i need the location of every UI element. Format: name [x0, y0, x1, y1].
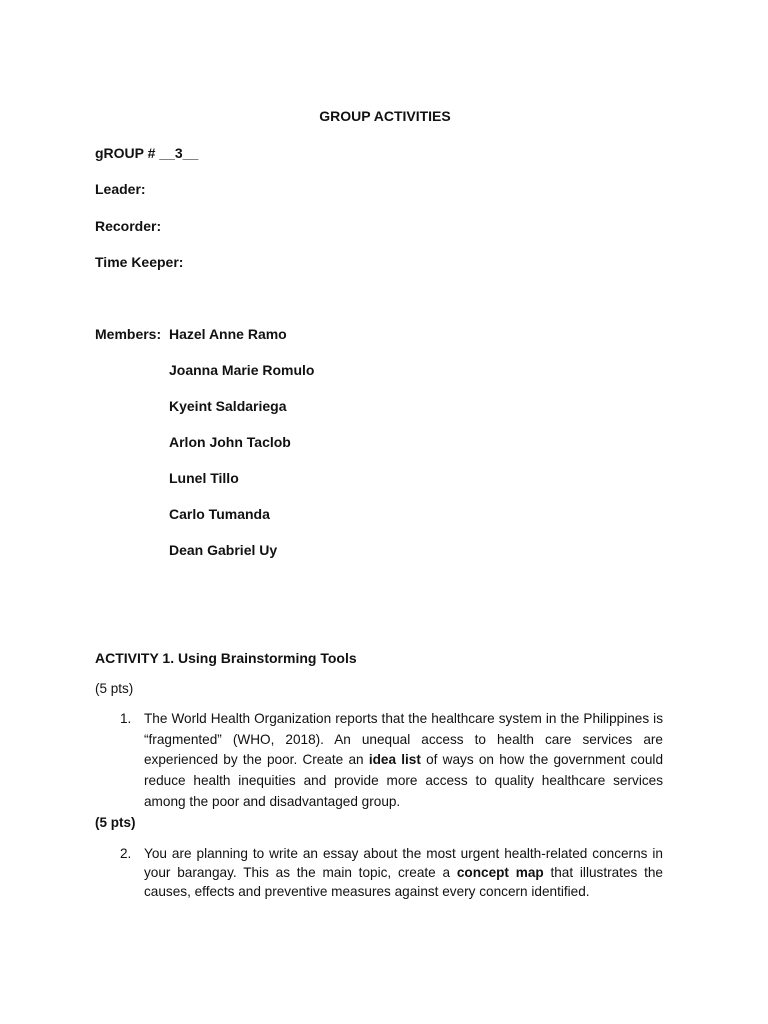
activity-heading: ACTIVITY 1. Using Brainstorming Tools — [95, 650, 357, 666]
page-title: GROUP ACTIVITIES — [319, 108, 451, 124]
item-emphasis: concept map — [456, 865, 544, 880]
item-text: The World Health Organization reports that the healthcare system in the Philippines is “fragmented” (WHO, 2018). An unequal access to health care services are experienced by the poor. Create an idea list of ways on how the government could reduce health inequities and provide more access to quality healthcare services among the poor and disadvantaged group. — [144, 711, 663, 809]
group-number: gROUP # __3__ — [95, 145, 199, 161]
member-name: Dean Gabriel Uy — [169, 542, 278, 558]
points-label: (5 pts) — [95, 681, 134, 696]
item-text: You are planning to write an essay about the most urgent health-related concerns in your barangay. This as the main topic, create a concept map that illustrates the causes, effects and preventive measures against every concern identified. — [144, 846, 663, 899]
members-label: Members: — [95, 326, 162, 342]
member-name: Joanna Marie Romulo — [169, 362, 315, 378]
activity-item-1 — [120, 709, 663, 813]
member-name: Arlon John Taclob — [169, 434, 291, 450]
member-name: Lunel Tillo — [169, 470, 239, 486]
activity-item-2 — [120, 844, 663, 901]
recorder-label: Recorder: — [95, 218, 162, 234]
member-name: Carlo Tumanda — [169, 506, 270, 522]
member-name: Hazel Anne Ramo — [169, 326, 287, 342]
leader-label: Leader: — [95, 181, 146, 197]
member-name: Kyeint Saldariega — [169, 398, 287, 414]
item-number: 1. — [120, 711, 132, 726]
item-emphasis: idea list — [368, 752, 421, 768]
item-number: 2. — [120, 846, 132, 861]
time-keeper-label: Time Keeper: — [95, 254, 184, 270]
points-label-bold: (5 pts) — [95, 815, 136, 830]
